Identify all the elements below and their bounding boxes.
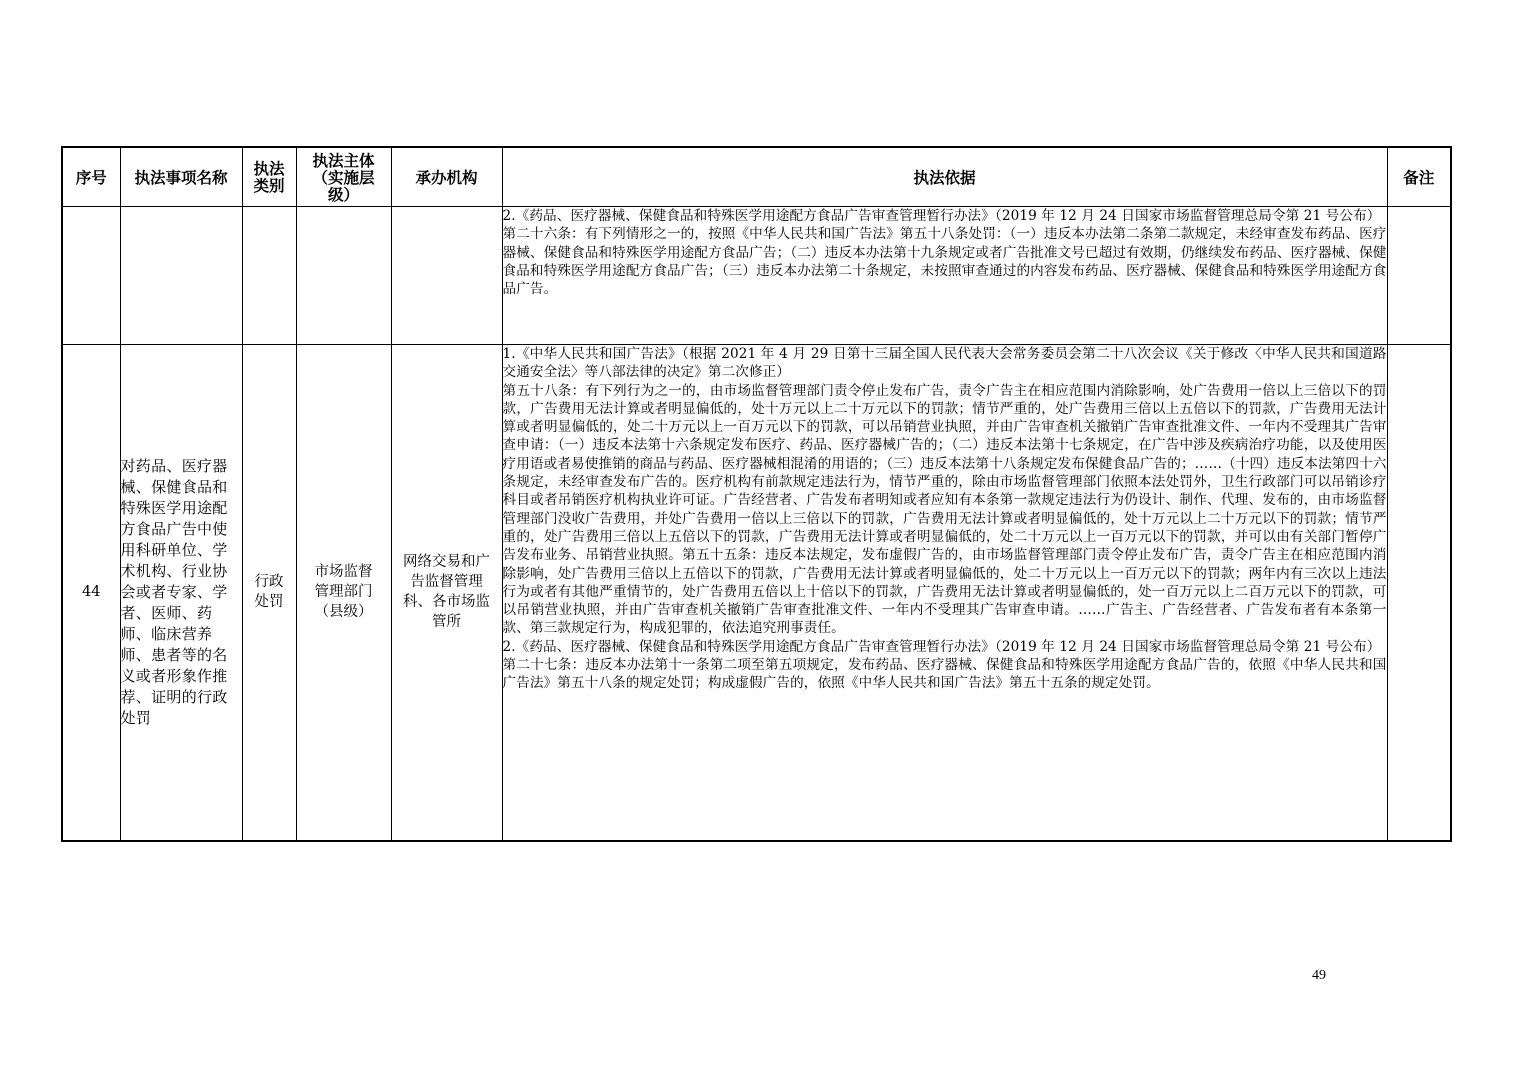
cell-dept: 网络交易和广告监督管理科、各市场监管所 bbox=[391, 345, 502, 841]
cell-seq: 44 bbox=[62, 345, 120, 841]
cell-basis bbox=[502, 207, 1387, 345]
header-basis: 执法依据 bbox=[502, 147, 1387, 207]
cell-remark bbox=[1387, 207, 1451, 345]
basis-paragraph: 第二十六条：有下列情形之一的，按照《中华人民共和国广告法》第五十八条处罚：（一）违反本办法第二条第二款规定，未经审查发布药品、医疗器械、保健食品和特殊医学用途配方食品广告；（二）违反本办法第十九条规定或者广告批准文号已超过有效期，仍继续发布药品、医疗器械、保健食品和特殊医学用途配方食品广告；（三）违反本办法第二十条规定，未按照审查通过的内容发布药品、医疗器械、保健食品和特殊医学用途配方食品广告。 bbox=[502, 226, 1387, 298]
basis-paragraph: 第五十八条：有下列行为之一的，由市场监督管理部门责令停止发布广告，责令广告主在相应范围内消除影响，处广告费用一倍以上三倍以下的罚款，广告费用无法计算或者明显偏低的，处十万元以上二十万元以下的罚款；情节严重的，处广告费用三倍以上五倍以下的罚款，广告费用无法计算或者明显偏低的，处二十万元以上一百万元以下的罚款，可以吊销营业执照，并由广告审查机关撤销广告审查批准文件、一年内不受理其广告审查申请：（一）违反本法第十六条规定发布医疗、药品、医疗器械广告的；（二）违反本法第十七条规定，在广告中涉及疾病治疗功能，以及使用医疗用语或者易使推销的商品与药品、医疗器械相混淆的用语的；（三）违反本法第十八条规定发布保健食品广告的；……（十四）违反本法第四十六条规定，未经审查发布广告的。医疗机构有前款规定违法行为，情节严重的，除由市场监督管理部门依照本法处罚外，卫生行政部门可以吊销诊疗科目或者吊销医疗机构执业许可证。广告经营者、广告发布者明知或者应知有本条第一款规定违法行为仍设计、制作、代理、发布的，由市场监督管理部门没收广告费用，并处广告费用一倍以上三倍以下的罚款，广告费用无法计算或者明显偏低的，处十万元以上二十万元以下的罚款；情节严重的，处广告费用三倍以上五倍以下的罚款，广告费用无法计算或者明显偏低的，处二十万元以上一百万元以下的罚款，并可以由有关部门暂停广告发布业务、吊销营业执照。第五十五条：违反本法规定，发布虚假广告的，由市场监督管理部门责令停止发布广告，责令广告主在相应范围内消除影响，处广告费用三倍以上五倍以下的罚款，广告费用无法计算或者明显偏低的，处二十万元以上一百万元以下的罚款；两年内有三次以上违法行为或者有其他严重情节的，处广告费用五倍以上十倍以下的罚款，广告费用无法计算或者明显偏低的，处一百万元以上二百万元以下的罚款，可以吊销营业执照，并由广告审查机关撤销广告审查批准文件、一年内不受理其广告审查申请。……广告主、广告经营者、广告发布者有本条第一款、第三款规定行为，构成犯罪的，依法追究刑事责任。 bbox=[502, 382, 1387, 637]
header-dept: 承办机构 bbox=[391, 147, 502, 207]
header-remark: 备注 bbox=[1387, 147, 1451, 207]
cell-remark bbox=[1387, 345, 1451, 841]
basis-paragraph: 2.《药品、医疗器械、保健食品和特殊医学用途配方食品广告审查管理暂行办法》（2019 年 12 月 24 日国家市场监督管理总局令第 21 号公布） bbox=[502, 208, 1381, 224]
cell-basis bbox=[502, 345, 1387, 841]
cell-item-name bbox=[120, 207, 242, 345]
basis-paragraph: 第二十七条：违反本办法第十一条第二项至第五项规定，发布药品、医疗器械、保健食品和特殊医学用途配方食品广告的，依照《中华人民共和国广告法》第五十八条的规定处罚；构成虚假广告的，依照《中华人民共和国广告法》第五十五条的规定处罚。 bbox=[502, 657, 1387, 692]
cell-seq bbox=[62, 207, 120, 345]
table-row-continuation bbox=[62, 207, 1451, 345]
header-subject: 执法主体（实施层级） bbox=[296, 147, 391, 207]
cell-item-name: 对药品、医疗器械、保健食品和特殊医学用途配方食品广告中使用科研单位、学术机构、行业协会或者专家、学者、医师、药师、临床营养师、患者等的名义或者形象作推荐、证明的行政处罚 bbox=[120, 345, 242, 841]
table-row-44 bbox=[62, 345, 1451, 841]
basis-paragraph: 2.《药品、医疗器械、保健食品和特殊医学用途配方食品广告审查管理暂行办法》（2019 年 12 月 24 日国家市场监督管理总局令第 21 号公布） bbox=[502, 638, 1381, 655]
header-row bbox=[62, 147, 1451, 207]
header-category: 执法类别 bbox=[242, 147, 296, 207]
cell-dept bbox=[391, 207, 502, 345]
cell-subject bbox=[296, 207, 391, 345]
enforcement-table bbox=[61, 146, 1452, 842]
basis-paragraph: 1.《中华人民共和国广告法》（根据 2021 年 4 月 29 日第十三届全国人民代表大会常务委员会第二十八次会议《关于修改〈中华人民共和国道路交通安全法〉等八部法律的决定》第二次修正） bbox=[502, 346, 1387, 381]
page-number: 49 bbox=[1312, 968, 1326, 983]
cell-category: 行政处罚 bbox=[242, 345, 296, 841]
header-item-name: 执法事项名称 bbox=[120, 147, 242, 207]
header-seq: 序号 bbox=[62, 147, 120, 207]
cell-subject: 市场监督管理部门（县级） bbox=[296, 345, 391, 841]
cell-category bbox=[242, 207, 296, 345]
